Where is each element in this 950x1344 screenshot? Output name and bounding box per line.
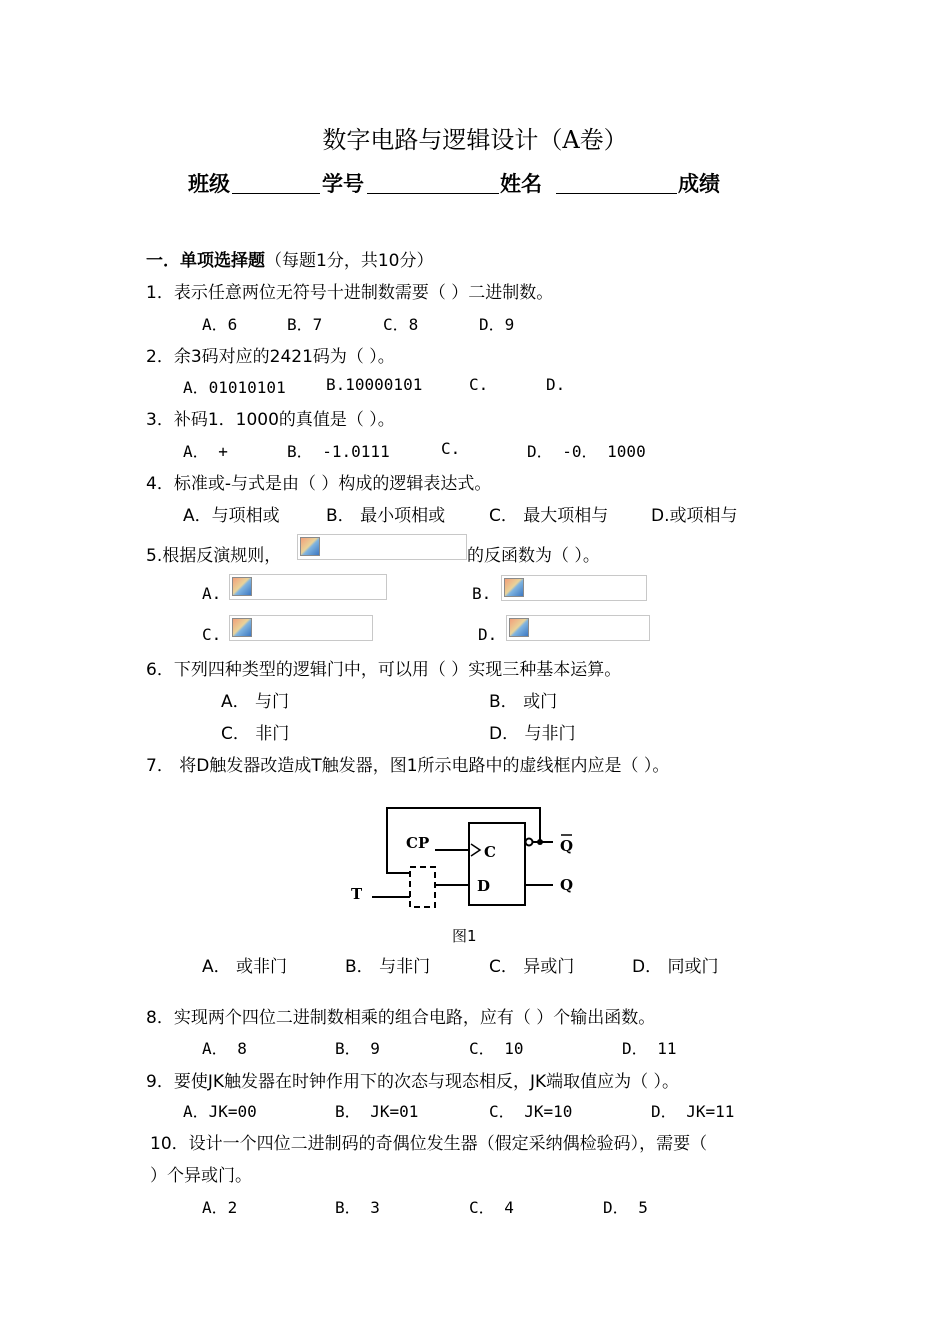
option: A． +	[183, 442, 228, 461]
option: D． 同或门	[632, 957, 719, 977]
dashed-gate-box	[410, 867, 435, 907]
option: B． JK=01	[335, 1102, 419, 1121]
id-blank	[367, 193, 499, 194]
formula-image	[501, 575, 647, 601]
option: B． 与非门	[345, 957, 431, 977]
t-label: T	[351, 885, 363, 903]
option: D． JK=11	[651, 1102, 735, 1121]
section-title: 一．单项选择题	[146, 251, 265, 271]
option: C． 异或门	[489, 957, 575, 977]
broken-image-icon	[504, 578, 524, 597]
option: D．9	[479, 315, 515, 334]
figure-1-circuit	[340, 795, 600, 920]
broken-image-icon	[300, 537, 320, 556]
d-label: D	[477, 877, 491, 895]
option: B． 3	[335, 1198, 380, 1217]
cp-label: CP	[406, 834, 430, 852]
c-label: C	[484, 843, 496, 861]
name-label: 姓名	[500, 172, 542, 196]
formula-image	[506, 615, 650, 641]
inversion-bubble	[526, 839, 533, 846]
option: B． 9	[335, 1039, 380, 1058]
option: B.	[472, 584, 492, 603]
option: C． JK=10	[489, 1102, 573, 1121]
option: D． 5	[603, 1198, 648, 1217]
question-8: 8．实现两个四位二进制数相乘的组合电路，应有（ ）个输出函数。	[146, 1008, 656, 1028]
page-title: 数字电路与逻辑设计（A卷）	[322, 126, 628, 154]
option: C． 4	[469, 1198, 514, 1217]
question-7: 7． 将D触发器改造成T触发器，图1所示电路中的虚线框内应是（ ）。	[146, 756, 670, 776]
class-blank	[232, 193, 320, 194]
option: A．JK=00	[183, 1102, 257, 1121]
option: A． 与门	[221, 692, 290, 712]
option: C． 非门	[221, 724, 290, 744]
figure-caption: 图1	[452, 927, 477, 945]
option: A．01010101	[183, 378, 286, 397]
option: B． -1.0111	[287, 442, 390, 461]
question-9: 9．要使JK触发器在时钟作用下的次态与现态相反，JK端取值应为（ ）。	[146, 1072, 680, 1092]
option: C． 最大项相与	[489, 506, 609, 526]
option: C.	[441, 439, 461, 458]
question-5-suffix: 的反函数为（ ）。	[467, 546, 600, 566]
option: C． 10	[469, 1039, 524, 1058]
q-label: Q	[560, 876, 574, 894]
option: D． 与非门	[489, 724, 576, 744]
junction-dot	[537, 839, 543, 845]
question-6: 6．下列四种类型的逻辑门中，可以用（ ）实现三种基本运算。	[146, 660, 622, 680]
option: C．8	[383, 315, 419, 334]
question-2: 2．余3码对应的2421码为（ ）。	[146, 347, 395, 367]
option: A.	[202, 584, 222, 603]
broken-image-icon	[232, 618, 252, 637]
option: D.或项相与	[651, 506, 738, 526]
option: A．与项相或	[183, 506, 280, 526]
score-label: 成绩	[678, 172, 720, 196]
clock-triangle	[471, 844, 480, 856]
question-10-line1: 10．设计一个四位二进制码的奇偶位发生器（假定采纳偶检验码），需要（	[150, 1134, 708, 1154]
broken-image-icon	[509, 618, 529, 637]
name-blank	[556, 193, 677, 194]
question-5-prefix: 5.根据反演规则，	[146, 546, 282, 566]
option: A． 或非门	[202, 957, 288, 977]
option: A．2	[202, 1198, 238, 1217]
class-label: 班级	[188, 172, 230, 196]
question-10-line2: ）个异或门。	[150, 1166, 252, 1186]
option: D.	[546, 375, 566, 394]
option: D.	[478, 625, 498, 644]
formula-image	[229, 574, 387, 600]
option: B． 最小项相或	[326, 506, 446, 526]
question-1: 1．表示任意两位无符号十进制数需要（ ）二进制数。	[146, 283, 554, 303]
question-4: 4．标准或-与式是由（ ）构成的逻辑表达式。	[146, 474, 492, 494]
id-label: 学号	[322, 172, 364, 196]
section-note: （每题1分，共10分）	[265, 251, 434, 271]
option: B.10000101	[326, 375, 423, 394]
formula-image	[297, 534, 467, 560]
qbar-label: Q	[560, 837, 574, 855]
broken-image-icon	[232, 577, 252, 596]
option: D． 11	[622, 1039, 677, 1058]
formula-image	[229, 615, 373, 641]
option: C.	[202, 625, 222, 644]
option: A．6	[202, 315, 238, 334]
option: C.	[469, 375, 489, 394]
option: B． 或门	[489, 692, 558, 712]
option: A． 8	[202, 1039, 247, 1058]
option: B．7	[287, 315, 323, 334]
question-3: 3．补码1．1000的真值是（ ）。	[146, 410, 395, 430]
section-heading	[146, 246, 433, 271]
option: D． -0． 1000	[527, 442, 646, 461]
